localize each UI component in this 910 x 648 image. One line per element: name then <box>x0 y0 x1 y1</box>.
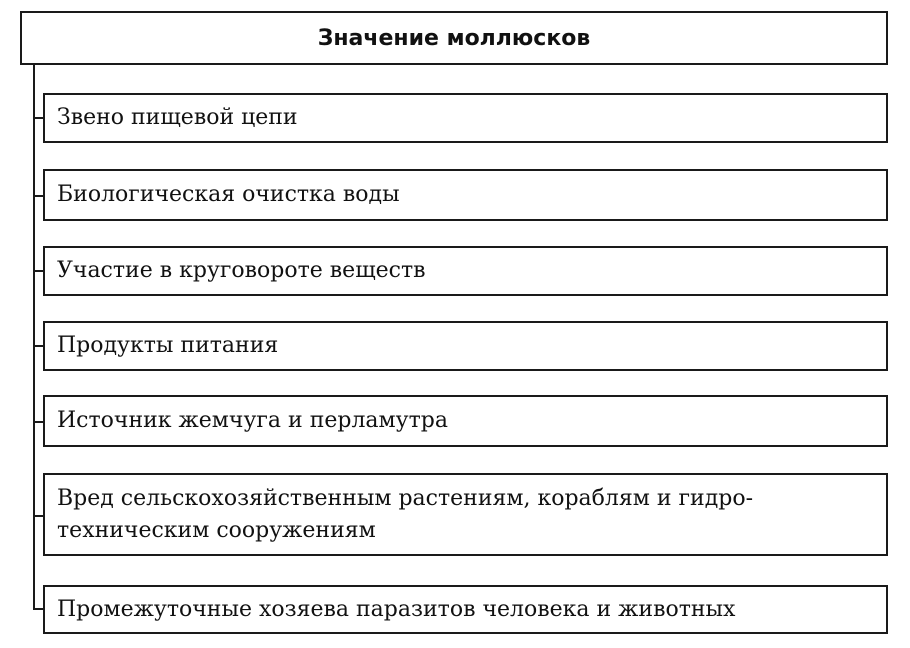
connector-branch <box>33 608 43 610</box>
item-food-products: Продукты питания <box>43 321 888 371</box>
connector-branch <box>33 270 43 272</box>
item-water-purification: Биологическая очистка воды <box>43 169 888 221</box>
item-nutrient-cycle: Участие в круговороте веществ <box>43 246 888 296</box>
item-food-chain: Звено пищевой цепи <box>43 93 888 143</box>
connector-branch <box>33 421 43 423</box>
diagram-title: Значение моллюсков <box>20 11 888 65</box>
connector-trunk <box>33 65 35 610</box>
connector-branch <box>33 117 43 119</box>
connector-branch <box>33 345 43 347</box>
connector-branch <box>33 195 43 197</box>
item-harm: Вред сельскохозяйственным растениям, кораблям и гидро- техническим сооружениям <box>43 473 888 556</box>
connector-branch <box>33 515 43 517</box>
item-pearl-source: Источник жемчуга и перламутра <box>43 395 888 447</box>
item-intermediate-hosts: Промежуточные хозяева паразитов человека и животных <box>43 585 888 634</box>
